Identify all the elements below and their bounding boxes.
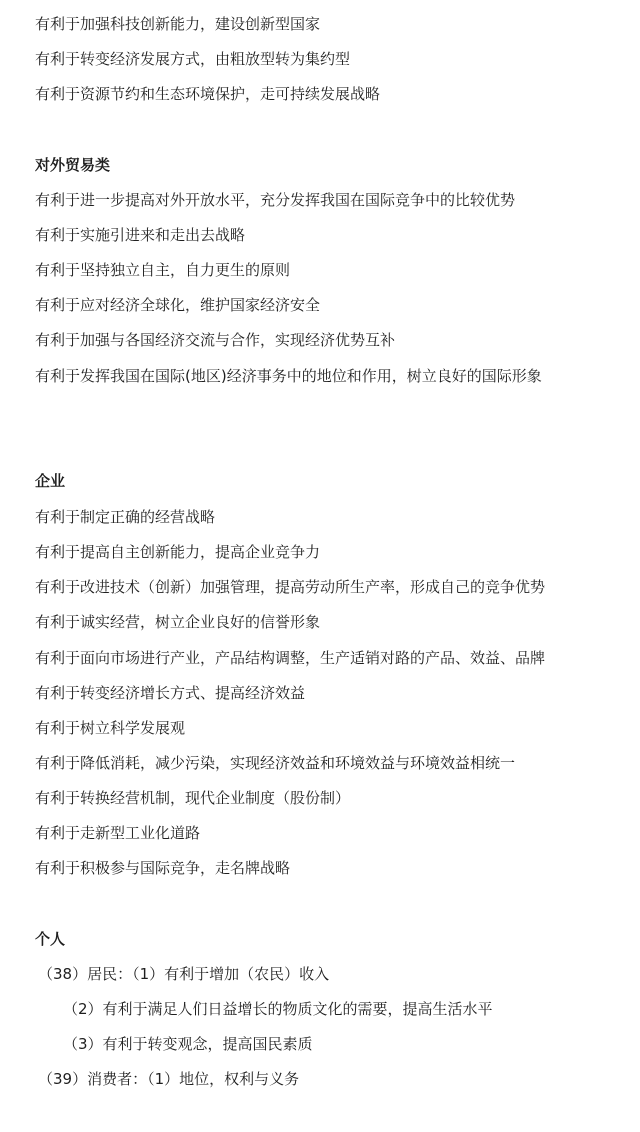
list-item: 有利于资源节约和生态环境保护，走可持续发展战略: [35, 85, 381, 103]
list-item: 有利于积极参与国际竞争，走名牌战略: [35, 859, 291, 877]
list-item: 有利于转变经济发展方式，由粗放型转为集约型: [35, 50, 351, 68]
list-item: 有利于面向市场进行产业，产品结构调整，生产适销对路的产品、效益、品牌: [35, 649, 546, 667]
list-item: 有利于发挥我国在国际(地区)经济事务中的地位和作用，树立良好的国际形象: [35, 367, 542, 385]
list-item: 有利于提高自主创新能力，提高企业竞争力: [35, 543, 321, 561]
list-item: 有利于制定正确的经营战略: [35, 508, 216, 526]
section-heading: 企业: [35, 472, 66, 490]
list-item: （38）居民：（1）有利于增加（农民）收入: [38, 965, 330, 983]
list-item: 有利于坚持独立自主，自力更生的原则: [35, 261, 291, 279]
list-item: 有利于树立科学发展观: [35, 719, 186, 737]
list-item: 有利于转变经济增长方式、提高经济效益: [35, 684, 306, 702]
list-item: 有利于改进技术（创新）加强管理，提高劳动所生产率，形成自己的竞争优势: [35, 578, 546, 596]
list-item: 有利于应对经济全球化，维护国家经济安全: [35, 296, 321, 314]
list-item: （2）有利于满足人们日益增长的物质文化的需要，提高生活水平: [63, 1000, 493, 1018]
section-heading: 个人: [35, 930, 66, 948]
list-item: 有利于降低消耗，减少污染，实现经济效益和环境效益与环境效益相统一: [35, 754, 516, 772]
list-item: 有利于诚实经营，树立企业良好的信誉形象: [35, 613, 321, 631]
list-item: 有利于加强科技创新能力，建设创新型国家: [35, 15, 321, 33]
list-item: 有利于进一步提高对外开放水平，充分发挥我国在国际竞争中的比较优势: [35, 191, 516, 209]
list-item: 有利于加强与各国经济交流与合作，实现经济优势互补: [35, 331, 396, 349]
list-item: （3）有利于转变观念，提高国民素质: [63, 1035, 313, 1053]
list-item: 有利于转换经营机制，现代企业制度（股份制）: [35, 789, 351, 807]
list-item: 有利于实施引进来和走出去战略: [35, 226, 246, 244]
list-item: 有利于走新型工业化道路: [35, 824, 201, 842]
section-heading: 对外贸易类: [35, 156, 111, 174]
list-item: （39）消费者：（1）地位，权利与义务: [38, 1070, 300, 1088]
